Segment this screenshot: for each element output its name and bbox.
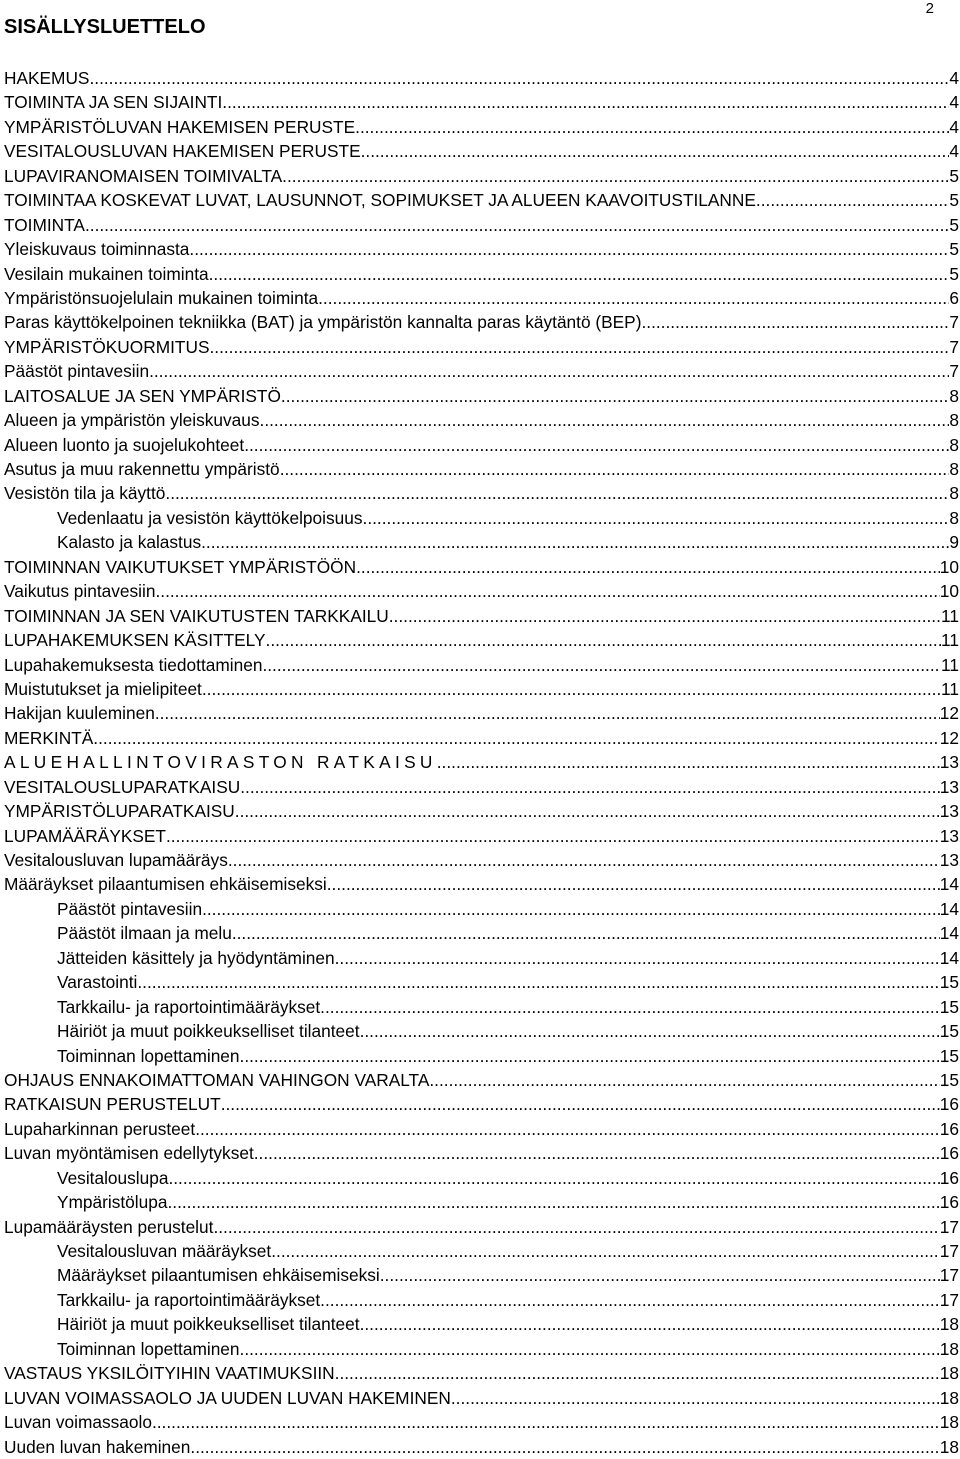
toc-entry-page: 16 xyxy=(939,1167,959,1188)
dot-leader xyxy=(361,139,950,163)
toc-entry[interactable] xyxy=(4,164,959,188)
toc-entry-page: 11 xyxy=(941,654,959,675)
toc-entry[interactable] xyxy=(4,555,959,579)
toc-entry-label: TOIMINTA JA SEN SIJAINTI xyxy=(4,92,223,113)
dot-leader xyxy=(271,1239,940,1263)
toc-entry-label: HAKEMUS xyxy=(4,68,90,88)
toc-entry-page: 11 xyxy=(941,678,959,699)
toc-entry-label: Toiminnan lopettaminen xyxy=(57,1338,240,1359)
toc-entry-label: ALUEHALLINTOVIRASTON RATKAISU xyxy=(4,752,437,773)
toc-list xyxy=(4,66,959,1459)
toc-entry-label: Häiriöt ja muut poikkeukselliset tilanteet xyxy=(57,1021,360,1042)
toc-entry[interactable] xyxy=(4,1288,959,1312)
toc-entry[interactable] xyxy=(4,90,959,114)
dot-leader xyxy=(437,750,940,774)
dot-leader xyxy=(281,384,949,408)
dot-leader xyxy=(641,310,949,334)
toc-entry-page: 5 xyxy=(949,190,959,211)
toc-entry-page: 4 xyxy=(949,141,959,162)
toc-entry-page: 16 xyxy=(939,1143,959,1164)
toc-entry-label: Hakijan kuuleminen xyxy=(4,703,155,724)
toc-entry-page: 9 xyxy=(949,532,959,553)
toc-entry-label: LAITOSALUE JA SEN YMPÄRISTÖ xyxy=(4,385,281,406)
toc-entry[interactable] xyxy=(4,1239,959,1263)
toc-entry-label: Jätteiden käsittely ja hyödyntäminen xyxy=(57,947,335,968)
dot-leader xyxy=(389,604,941,628)
dot-leader xyxy=(318,286,949,310)
toc-entry[interactable] xyxy=(4,359,959,383)
dot-leader xyxy=(209,262,950,286)
dot-leader xyxy=(244,433,949,457)
toc-entry-label: LUVAN VOIMASSAOLO JA UUDEN LUVAN HAKEMINEN xyxy=(4,1387,451,1408)
toc-entry-label: Alueen ja ympäristön yleiskuvaus xyxy=(4,410,260,431)
toc-entry[interactable] xyxy=(4,995,959,1019)
toc-entry[interactable] xyxy=(4,946,959,970)
toc-entry-label: TOIMINNAN VAIKUTUKSET YMPÄRISTÖÖN xyxy=(4,556,357,577)
toc-entry[interactable] xyxy=(4,481,959,505)
toc-entry[interactable] xyxy=(4,628,959,652)
toc-entry-label: Asutus ja muu rakennettu ympäristö xyxy=(4,459,280,479)
toc-entry-label: Vesilain mukainen toiminta xyxy=(4,263,209,284)
toc-entry[interactable] xyxy=(4,286,959,310)
dot-leader xyxy=(355,115,949,139)
toc-entry[interactable] xyxy=(4,262,959,286)
toc-entry[interactable] xyxy=(4,66,959,90)
toc-entry-page: 18 xyxy=(939,1363,959,1384)
toc-entry-label: LUPAHAKEMUKSEN KÄSITTELY xyxy=(4,630,266,651)
toc-entry-page: 18 xyxy=(939,1314,959,1335)
toc-entry[interactable] xyxy=(4,506,959,530)
toc-entry-label: Lupahakemuksesta tiedottaminen xyxy=(4,654,263,675)
toc-entry-label: Toiminnan lopettaminen xyxy=(57,1045,240,1066)
toc-entry-label: Luvan voimassaolo xyxy=(4,1412,152,1433)
toc-entry-page: 18 xyxy=(939,1387,959,1408)
toc-entry-page: 17 xyxy=(939,1289,959,1310)
toc-entry-page: 14 xyxy=(939,923,959,944)
page-number: 2 xyxy=(925,0,934,17)
toc-entry-page: 17 xyxy=(939,1241,959,1261)
toc-entry-page: 16 xyxy=(939,1192,959,1213)
toc-entry-page: 5 xyxy=(949,239,959,260)
toc-entry-page: 16 xyxy=(939,1118,959,1139)
toc-entry[interactable] xyxy=(4,872,959,896)
toc-entry[interactable] xyxy=(4,384,959,408)
toc-entry-page: 14 xyxy=(939,947,959,968)
toc-entry-page: 17 xyxy=(939,1265,959,1286)
toc-entry-label: Lupaharkinnan perusteet xyxy=(4,1118,196,1139)
toc-entry-label: YMPÄRISTÖLUPARATKAISU xyxy=(4,801,235,822)
toc-entry-page: 5 xyxy=(949,165,959,186)
toc-entry[interactable] xyxy=(4,530,959,554)
dot-leader xyxy=(89,66,949,90)
toc-entry[interactable] xyxy=(4,457,959,481)
dot-leader xyxy=(93,726,939,750)
dot-leader xyxy=(360,1019,940,1043)
toc-entry[interactable] xyxy=(4,824,959,848)
dot-leader xyxy=(380,1263,940,1287)
toc-entry[interactable] xyxy=(4,1337,959,1361)
toc-entry-page: 18 xyxy=(939,1436,959,1457)
toc-entry-label: VESITALOUSLUVAN HAKEMISEN PERUSTE xyxy=(4,141,361,162)
toc-entry-page: 17 xyxy=(939,1216,959,1237)
toc-entry-label: Vedenlaatu ja vesistön käyttökelpoisuus xyxy=(57,507,363,528)
toc-entry[interactable] xyxy=(4,1019,959,1043)
toc-entry[interactable] xyxy=(4,213,959,237)
toc-title: SISÄLLYSLUETTELO xyxy=(4,16,206,38)
toc-entry-page: 7 xyxy=(949,312,959,333)
toc-entry-label: LUPAMÄÄRÄYKSET xyxy=(4,825,166,846)
toc-entry[interactable] xyxy=(4,1263,959,1287)
dot-leader xyxy=(451,1386,940,1410)
toc-entry-page: 12 xyxy=(939,703,959,724)
toc-entry-label: Ympäristölupa xyxy=(57,1192,168,1213)
toc-entry-label: TOIMINTA xyxy=(4,214,85,235)
toc-entry[interactable] xyxy=(4,921,959,945)
toc-entry[interactable] xyxy=(4,1044,959,1068)
toc-entry[interactable] xyxy=(4,433,959,457)
toc-entry[interactable] xyxy=(4,604,959,628)
dot-leader xyxy=(282,164,949,188)
toc-entry[interactable] xyxy=(4,115,959,139)
toc-entry-page: 8 xyxy=(949,434,959,455)
toc-entry-page: 18 xyxy=(939,1412,959,1433)
toc-entry-label: Uuden luvan hakeminen xyxy=(4,1436,191,1457)
toc-entry-page: 4 xyxy=(949,92,959,113)
dot-leader xyxy=(260,408,950,432)
toc-entry[interactable] xyxy=(4,1117,959,1141)
dot-leader xyxy=(320,1288,940,1312)
toc-entry-page: 8 xyxy=(949,410,959,431)
dot-leader xyxy=(201,530,949,554)
toc-entry-page: 5 xyxy=(949,263,959,284)
toc-entry-label: Yleiskuvaus toiminnasta xyxy=(4,239,190,260)
toc-entry[interactable] xyxy=(4,1190,959,1214)
toc-entry[interactable] xyxy=(4,335,959,359)
toc-entry-page: 13 xyxy=(939,850,959,870)
toc-entry-page: 10 xyxy=(939,581,959,602)
dot-leader xyxy=(356,555,940,579)
toc-entry-label: Määräykset pilaantumisen ehkäisemiseksi xyxy=(57,1265,380,1286)
toc-entry-label: Määräykset pilaantumisen ehkäisemiseksi xyxy=(4,874,327,895)
toc-entry-label: OHJAUS ENNAKOIMATTOMAN VAHINGON VARALTA xyxy=(4,1069,430,1090)
toc-entry[interactable] xyxy=(4,848,959,872)
toc-entry-page: 15 xyxy=(939,972,959,993)
toc-entry-label: Muistutukset ja mielipiteet xyxy=(4,678,202,699)
toc-entry-label: TOIMINTAA KOSKEVAT LUVAT, LAUSUNNOT, SOPIMUKSET JA ALUEEN KAAVOITUSTILANNE xyxy=(4,190,756,211)
toc-entry-label: Luvan myöntämisen edellytykset xyxy=(4,1143,254,1164)
toc-entry[interactable] xyxy=(4,677,959,701)
toc-entry[interactable] xyxy=(4,188,959,212)
dot-leader xyxy=(168,1166,939,1190)
dot-leader xyxy=(190,1435,939,1459)
dot-leader xyxy=(166,824,940,848)
toc-entry-page: 8 xyxy=(949,483,959,504)
toc-entry-label: Päästöt ilmaan ja melu xyxy=(57,923,232,944)
dot-leader xyxy=(360,1312,940,1336)
toc-entry-label: MERKINTÄ xyxy=(4,727,94,748)
toc-entry-page: 8 xyxy=(949,459,959,479)
toc-entry-page: 13 xyxy=(939,752,959,773)
toc-entry-page: 13 xyxy=(939,825,959,846)
dot-leader xyxy=(266,628,942,652)
toc-entry-page: 8 xyxy=(949,507,959,528)
toc-entry-label: Lupamääräysten perustelut xyxy=(4,1216,214,1237)
toc-entry-label: YMPÄRISTÖLUVAN HAKEMISEN PERUSTE xyxy=(4,116,356,137)
dot-leader xyxy=(335,1361,940,1385)
dot-leader xyxy=(202,677,941,701)
dot-leader xyxy=(363,506,950,530)
toc-entry[interactable] xyxy=(4,1166,959,1190)
dot-leader xyxy=(85,213,949,237)
toc-entry[interactable] xyxy=(4,726,959,750)
toc-entry[interactable] xyxy=(4,139,959,163)
toc-entry-page: 4 xyxy=(949,68,959,88)
dot-leader xyxy=(155,579,939,603)
toc-entry[interactable] xyxy=(4,1141,959,1165)
toc-entry-label: Päästöt pintavesiin xyxy=(57,898,203,919)
dot-leader xyxy=(228,848,940,872)
dot-leader xyxy=(240,1337,940,1361)
toc-entry[interactable] xyxy=(4,701,959,725)
toc-entry-page: 7 xyxy=(949,361,959,382)
toc-entry-page: 5 xyxy=(949,214,959,235)
toc-entry-label: Vaikutus pintavesiin xyxy=(4,581,156,602)
toc-entry[interactable] xyxy=(4,408,959,432)
toc-entry[interactable] xyxy=(4,1092,959,1116)
toc-entry-label: TOIMINNAN JA SEN VAIKUTUSTEN TARKKAILU xyxy=(4,605,389,626)
dot-leader xyxy=(155,701,940,725)
toc-entry-page: 11 xyxy=(941,630,959,651)
toc-entry-label: Vesitalousluvan määräykset xyxy=(57,1241,272,1261)
toc-entry-label: Alueen luonto ja suojelukohteet xyxy=(4,434,245,455)
toc-entry-label: Varastointi xyxy=(57,972,138,993)
toc-entry[interactable] xyxy=(4,1068,959,1092)
toc-entry-page: 4 xyxy=(949,116,959,137)
toc-entry-label: Päästöt pintavesiin xyxy=(4,361,150,382)
dot-leader xyxy=(756,188,949,212)
toc-entry-page: 8 xyxy=(949,385,959,406)
toc-entry[interactable] xyxy=(4,1361,959,1385)
dot-leader xyxy=(213,1215,939,1239)
toc-entry-label: Häiriöt ja muut poikkeukselliset tilanteet xyxy=(57,1314,360,1335)
toc-entry[interactable] xyxy=(4,750,959,774)
dot-leader xyxy=(149,359,949,383)
toc-entry[interactable] xyxy=(4,897,959,921)
toc-entry[interactable] xyxy=(4,1215,959,1239)
toc-entry[interactable] xyxy=(4,237,959,261)
dot-leader xyxy=(209,335,949,359)
toc-entry[interactable] xyxy=(4,799,959,823)
toc-entry-page: 15 xyxy=(939,1069,959,1090)
dot-leader xyxy=(222,90,949,114)
toc-entry[interactable] xyxy=(4,1386,959,1410)
dot-leader xyxy=(235,799,940,823)
toc-entry-label: Ympäristönsuojelulain mukainen toiminta xyxy=(4,287,319,308)
toc-entry-page: 18 xyxy=(939,1338,959,1359)
dot-leader xyxy=(240,775,940,799)
dot-leader xyxy=(165,481,949,505)
toc-entry-page: 16 xyxy=(939,1094,959,1115)
toc-entry[interactable] xyxy=(4,653,959,677)
dot-leader xyxy=(335,946,940,970)
toc-entry-label: Kalasto ja kalastus xyxy=(57,532,202,553)
dot-leader xyxy=(167,1190,939,1214)
toc-entry-label: Vesistön tila ja käyttö xyxy=(4,483,166,504)
toc-entry-page: 14 xyxy=(939,874,959,895)
toc-entry-label: Vesitalouslupa xyxy=(57,1167,169,1188)
dot-leader xyxy=(195,1117,940,1141)
toc-entry-label: VASTAUS YKSILÖITYIHIN VAATIMUKSIIN xyxy=(4,1363,335,1384)
toc-entry[interactable] xyxy=(4,1435,959,1459)
toc-entry-page: 14 xyxy=(939,898,959,919)
toc-entry[interactable] xyxy=(4,579,959,603)
dot-leader xyxy=(232,921,940,945)
toc-entry-page: 12 xyxy=(939,727,959,748)
toc-entry[interactable] xyxy=(4,970,959,994)
toc-entry-label: LUPAVIRANOMAISEN TOIMIVALTA xyxy=(4,165,283,186)
toc-entry-page: 13 xyxy=(939,801,959,822)
toc-entry-page: 15 xyxy=(939,1021,959,1042)
toc-entry-label: Paras käyttökelpoinen tekniikka (BAT) ja ympäristön kannalta paras käytäntö (BEP) xyxy=(4,312,642,333)
toc-entry-page: 7 xyxy=(949,336,959,357)
toc-entry-page: 13 xyxy=(939,776,959,797)
dot-leader xyxy=(254,1141,940,1165)
dot-leader xyxy=(262,653,941,677)
toc-entry[interactable] xyxy=(4,1312,959,1336)
toc-entry-page: 10 xyxy=(939,556,959,577)
toc-entry-label: Tarkkailu- ja raportointimääräykset xyxy=(57,1289,321,1310)
toc-entry-page: 6 xyxy=(949,287,959,308)
toc-entry-label: VESITALOUSLUPARATKAISU xyxy=(4,776,241,797)
dot-leader xyxy=(152,1410,940,1434)
dot-leader xyxy=(320,995,940,1019)
dot-leader xyxy=(221,1092,940,1116)
dot-leader xyxy=(327,872,940,896)
toc-entry-page: 11 xyxy=(941,605,959,626)
toc-entry-page: 15 xyxy=(939,1045,959,1066)
toc-entry-page: 15 xyxy=(939,996,959,1017)
toc-entry[interactable] xyxy=(4,775,959,799)
toc-entry-label: Tarkkailu- ja raportointimääräykset xyxy=(57,996,321,1017)
toc-entry[interactable] xyxy=(4,1410,959,1434)
dot-leader xyxy=(280,457,950,481)
toc-entry[interactable] xyxy=(4,310,959,334)
dot-leader xyxy=(429,1068,939,1092)
toc-entry-label: RATKAISUN PERUSTELUT xyxy=(4,1094,221,1115)
toc-entry-label: Vesitalousluvan lupamääräys xyxy=(4,850,228,870)
toc-entry-label: YMPÄRISTÖKUORMITUS xyxy=(4,336,210,357)
dot-leader xyxy=(202,897,940,921)
dot-leader xyxy=(137,970,939,994)
dot-leader xyxy=(240,1044,940,1068)
dot-leader xyxy=(189,237,949,261)
